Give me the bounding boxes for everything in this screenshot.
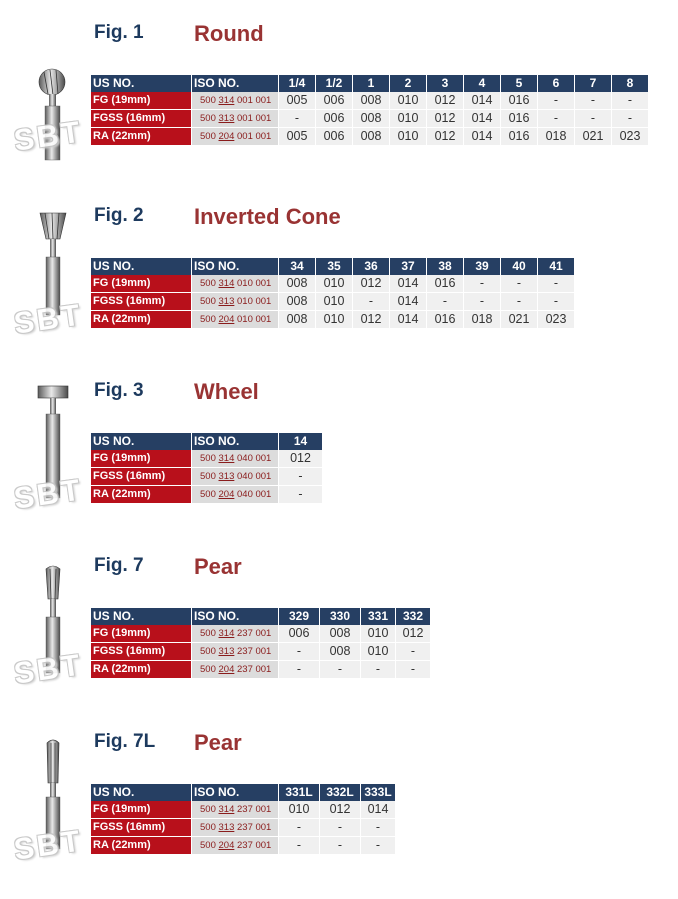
table-cell: 008 (279, 311, 315, 329)
size-header: 36 (353, 258, 389, 275)
shank-type: FG (19mm) (91, 275, 191, 293)
size-header: 8 (612, 75, 648, 92)
table-row (91, 293, 574, 311)
table-cell: 010 (279, 801, 319, 819)
header-row (91, 258, 574, 275)
size-header: 38 (427, 258, 463, 275)
shank-type: RA (22mm) (91, 837, 191, 855)
table-cell: 014 (390, 275, 426, 293)
table-cell: 014 (390, 311, 426, 329)
size-header: 37 (390, 258, 426, 275)
table-cell: 012 (427, 128, 463, 146)
table-cell: - (612, 110, 648, 128)
us-no-header: US NO. (91, 433, 191, 450)
table-cell: 012 (353, 275, 389, 293)
watermark: SBT (11, 473, 85, 516)
spec-table (90, 784, 396, 855)
table-cell: - (279, 819, 319, 837)
spec-table (90, 433, 323, 504)
shank-type: FGSS (16mm) (91, 643, 191, 661)
table-cell: 008 (353, 92, 389, 110)
table-cell: - (279, 110, 315, 128)
iso-number: 500 204 237 001 (192, 837, 278, 855)
size-header: 40 (501, 258, 537, 275)
table-cell: 010 (390, 110, 426, 128)
table-cell: - (501, 293, 537, 311)
header-row (91, 784, 395, 801)
table-cell: - (501, 275, 537, 293)
iso-number: 500 204 001 001 (192, 128, 278, 146)
table-row (91, 643, 430, 661)
table-row (91, 450, 322, 468)
iso-number: 500 314 237 001 (192, 625, 278, 643)
table-cell: 014 (464, 110, 500, 128)
table-cell: 008 (279, 293, 315, 311)
size-header: 4 (464, 75, 500, 92)
iso-no-header: ISO NO. (192, 433, 278, 450)
table-row (91, 837, 395, 855)
table-row (91, 110, 648, 128)
us-no-header: US NO. (91, 608, 191, 625)
table-cell: 006 (316, 128, 352, 146)
watermark: SBT (11, 648, 85, 691)
fig-label: Fig. 1 (94, 22, 144, 43)
us-no-header: US NO. (91, 258, 191, 275)
shank-type: FG (19mm) (91, 92, 191, 110)
table-cell: 014 (464, 92, 500, 110)
iso-number: 500 313 237 001 (192, 819, 278, 837)
table-cell: - (464, 293, 500, 311)
table-cell: - (538, 92, 574, 110)
fig-name: Pear (194, 730, 242, 755)
us-no-header: US NO. (91, 75, 191, 92)
fig-label: Fig. 7 (94, 555, 144, 576)
table-cell: - (361, 837, 395, 855)
fig-label: Fig. 3 (94, 380, 144, 401)
table-cell: - (320, 837, 360, 855)
table-cell: - (279, 661, 319, 679)
table-row (91, 311, 574, 329)
table-cell: 016 (501, 110, 537, 128)
table-cell: - (427, 293, 463, 311)
table-cell: - (575, 92, 611, 110)
iso-number: 500 313 010 001 (192, 293, 278, 311)
table-cell: 016 (427, 275, 463, 293)
table-row (91, 275, 574, 293)
spec-table (90, 608, 431, 679)
table-cell: 023 (612, 128, 648, 146)
size-header: 330 (320, 608, 360, 625)
table-cell: 016 (501, 92, 537, 110)
table-cell: 021 (575, 128, 611, 146)
size-header: 333L (361, 784, 395, 801)
size-header: 331L (279, 784, 319, 801)
table-cell: - (361, 661, 395, 679)
size-header: 1/2 (316, 75, 352, 92)
iso-no-header: ISO NO. (192, 608, 278, 625)
size-header: 7 (575, 75, 611, 92)
size-header: 14 (279, 433, 322, 450)
table-cell: 008 (279, 275, 315, 293)
iso-no-header: ISO NO. (192, 258, 278, 275)
iso-no-header: ISO NO. (192, 75, 278, 92)
table-cell: 010 (316, 275, 352, 293)
table-cell: 005 (279, 128, 315, 146)
table-cell: 010 (361, 625, 395, 643)
table-cell: 014 (464, 128, 500, 146)
table-cell: 010 (390, 92, 426, 110)
shank-type: RA (22mm) (91, 486, 191, 504)
table-cell: - (320, 819, 360, 837)
table-cell: 006 (316, 110, 352, 128)
size-header: 332 (396, 608, 430, 625)
table-cell: 023 (538, 311, 574, 329)
shank-type: FGSS (16mm) (91, 468, 191, 486)
fig-name: Round (194, 21, 264, 46)
table-cell: 006 (316, 92, 352, 110)
table-cell: - (538, 275, 574, 293)
table-cell: 012 (279, 450, 322, 468)
table-row (91, 128, 648, 146)
watermark: SBT (11, 115, 85, 158)
size-header: 1/4 (279, 75, 315, 92)
table-cell: 016 (427, 311, 463, 329)
table-cell: - (464, 275, 500, 293)
size-header: 332L (320, 784, 360, 801)
watermark: SBT (11, 824, 85, 867)
spec-table (90, 75, 649, 146)
table-cell: 008 (353, 128, 389, 146)
size-header: 2 (390, 75, 426, 92)
table-cell: - (575, 110, 611, 128)
iso-number: 500 204 040 001 (192, 486, 278, 504)
table-cell: - (396, 643, 430, 661)
table-cell: - (279, 837, 319, 855)
table-cell: 012 (320, 801, 360, 819)
table-row (91, 486, 322, 504)
table-row (91, 92, 648, 110)
table-cell: 010 (390, 128, 426, 146)
fig-label: Fig. 7L (94, 731, 156, 752)
size-header: 5 (501, 75, 537, 92)
table-cell: - (279, 486, 322, 504)
iso-number: 500 313 040 001 (192, 468, 278, 486)
iso-number: 500 204 237 001 (192, 661, 278, 679)
table-cell: - (279, 468, 322, 486)
table-cell: 012 (396, 625, 430, 643)
shank-type: RA (22mm) (91, 661, 191, 679)
fig-label: Fig. 2 (94, 205, 144, 226)
table-row (91, 661, 430, 679)
table-cell: 008 (320, 625, 360, 643)
table-cell: 014 (390, 293, 426, 311)
table-cell: 008 (320, 643, 360, 661)
shank-type: FG (19mm) (91, 450, 191, 468)
iso-number: 500 314 010 001 (192, 275, 278, 293)
spec-table (90, 258, 575, 329)
shank-type: FGSS (16mm) (91, 819, 191, 837)
table-cell: - (538, 110, 574, 128)
shank-type: FGSS (16mm) (91, 110, 191, 128)
table-cell: - (361, 819, 395, 837)
shank-type: FG (19mm) (91, 801, 191, 819)
size-header: 34 (279, 258, 315, 275)
size-header: 39 (464, 258, 500, 275)
iso-number: 500 204 010 001 (192, 311, 278, 329)
header-row (91, 433, 322, 450)
table-cell: - (396, 661, 430, 679)
table-cell: 010 (316, 293, 352, 311)
size-header: 329 (279, 608, 319, 625)
table-cell: - (353, 293, 389, 311)
table-cell: 010 (316, 311, 352, 329)
us-no-header: US NO. (91, 784, 191, 801)
shank-type: FG (19mm) (91, 625, 191, 643)
table-row (91, 819, 395, 837)
size-header: 1 (353, 75, 389, 92)
table-row (91, 625, 430, 643)
iso-number: 500 314 237 001 (192, 801, 278, 819)
shank-type: RA (22mm) (91, 128, 191, 146)
header-row (91, 75, 648, 92)
table-row (91, 468, 322, 486)
table-cell: 012 (427, 92, 463, 110)
table-cell: - (538, 293, 574, 311)
iso-no-header: ISO NO. (192, 784, 278, 801)
iso-number: 500 314 001 001 (192, 92, 278, 110)
size-header: 41 (538, 258, 574, 275)
fig-name: Wheel (194, 379, 259, 404)
table-cell: 018 (464, 311, 500, 329)
table-cell: 014 (361, 801, 395, 819)
table-cell: 021 (501, 311, 537, 329)
table-row (91, 801, 395, 819)
iso-number: 500 313 001 001 (192, 110, 278, 128)
watermark: SBT (11, 298, 85, 341)
table-cell: 008 (353, 110, 389, 128)
iso-number: 500 313 237 001 (192, 643, 278, 661)
size-header: 6 (538, 75, 574, 92)
shank-type: FGSS (16mm) (91, 293, 191, 311)
table-cell: 016 (501, 128, 537, 146)
table-cell: - (320, 661, 360, 679)
size-header: 3 (427, 75, 463, 92)
shank-type: RA (22mm) (91, 311, 191, 329)
table-cell: 012 (427, 110, 463, 128)
fig-name: Inverted Cone (194, 204, 341, 229)
table-cell: - (279, 643, 319, 661)
size-header: 331 (361, 608, 395, 625)
header-row (91, 608, 430, 625)
table-cell: 012 (353, 311, 389, 329)
iso-number: 500 314 040 001 (192, 450, 278, 468)
size-header: 35 (316, 258, 352, 275)
fig-name: Pear (194, 554, 242, 579)
table-cell: 005 (279, 92, 315, 110)
table-cell: 006 (279, 625, 319, 643)
table-cell: 010 (361, 643, 395, 661)
table-cell: 018 (538, 128, 574, 146)
table-cell: - (612, 92, 648, 110)
